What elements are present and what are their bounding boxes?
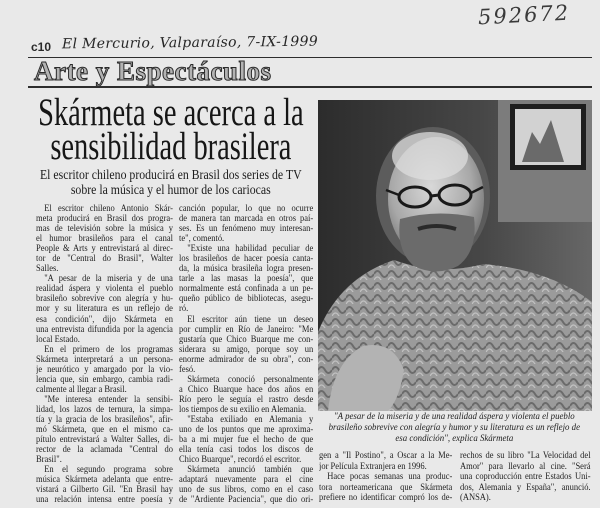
article-paragraph	[36, 274, 173, 344]
article-paragraph	[179, 204, 313, 244]
text-line: ró.	[179, 304, 189, 315]
article-paragraph	[179, 465, 313, 505]
text-line: los brasileños de hacer poesía canta-	[179, 254, 314, 265]
text-line: mor y su literatura es un reflejo de	[36, 304, 173, 315]
text-line: uno de sus libros, como en el caso	[179, 485, 314, 496]
text-line: da, la música brasileña logra presen-	[179, 264, 314, 275]
text-line: una relación intensa entre poesía y	[36, 495, 173, 506]
text-line: En el primero de los programas	[44, 344, 173, 355]
text-line: tor de "Central do Brasil", Walter	[36, 254, 173, 265]
text-line: ba a mi mujer fue el hecho de que	[179, 435, 314, 446]
text-line: rechos de su libro "La Velocidad del	[460, 451, 591, 461]
caption-line: "A pesar de la miseria y de una realidad áspera y violenta el pueblo	[333, 411, 575, 422]
text-line: esa condición", dijo Skármeta en	[36, 314, 173, 325]
text-line: uno de los puntos que me aproxima-	[179, 425, 314, 436]
text-line: Amor" para llevarlo al cine. "Será	[460, 461, 591, 472]
text-line: el humor brasileños para el canal	[36, 234, 173, 245]
section-rule	[28, 86, 592, 88]
text-line: "A pesar de la miseria y de una	[44, 274, 173, 285]
text-line: Skármeta conoció personalmente	[187, 374, 314, 385]
headline-line: sensibilidad brasilera	[50, 125, 292, 168]
article-paragraph	[36, 395, 173, 465]
article-paragraph	[179, 315, 313, 375]
text-line: por cumplir en Río de Janeiro: "Me	[179, 324, 314, 335]
author-photo-image	[318, 100, 592, 411]
text-line: Río pero le seguía el rastro desde	[179, 394, 314, 405]
caption-line: brasileño sobrevive con alegría y humor y su literatura es un reflejo de	[328, 421, 580, 433]
article-paragraph	[179, 415, 313, 465]
text-line: (ANSA).	[460, 493, 491, 503]
headline-line: Skármeta se acerca a la	[38, 91, 304, 134]
text-line: jor Película Extranjera en 1996.	[319, 461, 427, 472]
article-column-4	[460, 451, 591, 504]
article-paragraph	[36, 465, 173, 505]
text-line: siderara su amigo, porque soy un	[179, 344, 314, 355]
photo-caption	[320, 412, 589, 444]
text-line: vistará a Gilberto Gil. "En Brasil hay	[36, 485, 173, 496]
text-line: a Chico Buarque hace dos años en	[179, 384, 314, 395]
handwritten-archive-number: 592672	[477, 0, 571, 30]
article-column-2	[179, 204, 313, 505]
text-line: los tiempos de su exilio en Alemania.	[179, 404, 307, 415]
text-line: gustaría que Chico Buarque me con-	[179, 334, 314, 345]
headline	[30, 91, 312, 168]
text-line: dos, Alemania y España", anunció.	[460, 482, 591, 493]
text-line: normalmente está confinada a un pe-	[179, 284, 314, 295]
subheadline-line: sobre la música y el humor de los cariocas	[70, 183, 271, 198]
text-line: En el segundo programa sobre	[44, 465, 173, 476]
text-line: una entrevista difundida por la agencia	[36, 324, 173, 335]
text-line: tía y la gracia de los brasileños", afir-	[36, 414, 173, 425]
text-line: Salles.	[36, 264, 59, 275]
text-line: local Estado.	[36, 334, 80, 345]
text-line: tarle a las masas la poesía", que	[179, 274, 314, 285]
section-title: Arte y Espectáculos	[34, 56, 272, 86]
text-line: fesó.	[179, 364, 196, 375]
text-line: de "Ardiente Paciencia", que dio ori-	[179, 495, 314, 506]
text-line: rector de la aclamada "Central do	[36, 445, 173, 456]
text-line: realidad áspera y violenta el pueblo	[36, 284, 173, 295]
article-paragraph	[179, 375, 313, 415]
text-line: gen a "Il Postino", a Oscar a la Me-	[319, 451, 453, 461]
text-line: adaptará nuevamente para el cine	[179, 475, 314, 486]
article-column-3	[319, 451, 452, 504]
text-line: prefiere no identificar compró los de-	[319, 493, 453, 503]
article-paragraph	[319, 472, 452, 504]
text-line: "Existe una habilidad peculiar de	[187, 244, 314, 255]
text-line: enorme admirador de su obra", con-	[179, 354, 314, 365]
text-line: lidad, los lazos de ternura, la simpa-	[36, 404, 173, 415]
text-line: El escritor aún tiene un deseo	[187, 314, 314, 325]
author-photo	[318, 100, 592, 411]
text-line: Chico Buarque", recordó el escritor.	[179, 455, 302, 466]
article-column-1	[36, 204, 173, 505]
text-line: Skármeta anunció también que	[187, 465, 314, 476]
text-line: te", comentó.	[179, 234, 225, 245]
article-paragraph	[460, 451, 591, 504]
text-line: ses. Es un fenómeno muy interesan-	[179, 224, 314, 235]
caption-line: esa condición", explica Skármeta	[395, 432, 514, 444]
text-line: calmente al llegar a Brasil.	[36, 384, 127, 395]
article-paragraph	[319, 451, 452, 472]
text-line: People & Arts y entrevistará al direc-	[36, 244, 173, 255]
text-line: Skármeta interpretará a un persona-	[36, 354, 173, 365]
text-line: queño público de bibliotecas, asegu-	[179, 294, 314, 305]
subheadline	[30, 168, 312, 198]
text-line: de manera tan marcada en otros paí-	[179, 214, 314, 225]
text-line: tora norteamericana que Skármeta	[319, 482, 453, 493]
text-line: canción popular, lo que no ocurre	[179, 204, 314, 214]
handwritten-source-note: El Mercurio, Valparaíso, 7-IX-1999	[61, 33, 319, 53]
text-line: "Estaba exiliado en Alemania y	[187, 414, 314, 425]
text-line: música Skármeta adelanta que entre-	[36, 475, 173, 486]
page-number: c10	[31, 40, 52, 54]
text-line: mó Skármeta, que en el mismo ca-	[36, 425, 173, 436]
text-line: Brasil".	[36, 455, 62, 466]
text-line: El escritor chileno Antonio Skár-	[44, 204, 173, 214]
text-line: ella tenía casi todos los discos de	[179, 445, 314, 456]
text-line: lencia que, sin embargo, cambia radi-	[36, 374, 173, 385]
text-line: meta producirá en Brasil dos progra-	[36, 214, 173, 225]
article-paragraph	[179, 244, 313, 314]
article-paragraph	[36, 204, 173, 274]
text-line: una coproducción entre Estados Uni-	[460, 472, 591, 482]
subheadline-line: El escritor chileno producirá en Brasil dos series de TV	[39, 168, 302, 183]
text-line: je neurótico y amargado por la vio-	[36, 364, 173, 375]
text-line: mas de televisión sobre la música y	[36, 224, 173, 235]
text-line: pítulo entrevistará a Walter Salles, di-	[36, 435, 173, 446]
article-paragraph	[36, 345, 173, 395]
text-line: Hace pocas semanas una produc-	[327, 472, 453, 482]
text-line: "Me interesa entender la sensibi-	[44, 394, 173, 405]
text-line: brasileño sobrevive con alegría y hu-	[36, 294, 173, 305]
